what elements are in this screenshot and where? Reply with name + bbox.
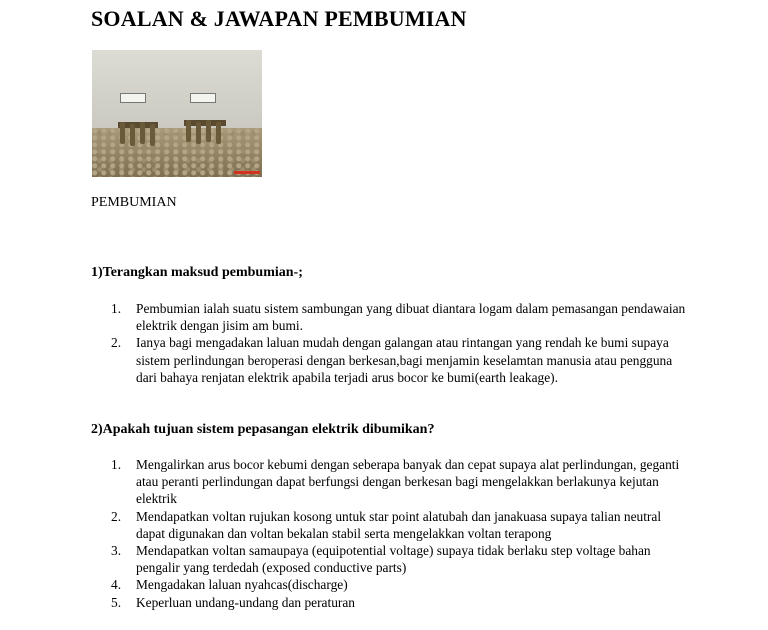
section-label: PEMBUMIAN	[91, 195, 177, 210]
question-2: 2)Apakah tujuan sistem pepasangan elektrik dibumikan?	[91, 422, 435, 437]
earthing-rods-photo-icon	[92, 50, 262, 177]
list-item: 4. Mengadakan laluan nyahcas(discharge)	[111, 577, 348, 593]
list-item: 3. Mendapatkan voltan samaupaya (equipotential voltage) supaya tidak berlaku step voltage bahan pengalir yang terdedah (exposed conductive parts)	[111, 543, 651, 576]
list-item: 2. Mendapatkan voltan rujukan kosong untuk star point alatubah dan janakuasa supaya talian neutral dapat digunakan dan voltan bekalan stabil serta mengelakkan voltan terapong	[111, 508, 662, 541]
list-item: 2. Ianya bagi mengadakan laluan mudah dengan galangan atau rintangan yang rendah ke bumi supaya sistem perlindungan beroperasi dengan berkesan,bagi menjamin keselamtan manusia atau pengguna dari bahaya renjatan elektrik apabila terjadi arus bocor ke bumi(earth leakage).	[111, 335, 673, 385]
list-item: 1. Pembumian ialah suatu sistem sambungan yang dibuat diantara logam dalam pemasangan pendawaian elektrik dengan jisim am bumi.	[111, 301, 686, 334]
page-title: SOALAN & JAWAPAN PEMBUMIAN	[91, 6, 467, 31]
list-item: 1. Mengalirkan arus bocor kebumi dengan seberapa banyak dan cepat supaya alat perlindungan, geganti atau peranti perlindungan dapat berfungsi dengan berkesan bagi mengelakkan berlakunya kejutan elektrik	[111, 457, 680, 507]
answer-list-1	[91, 300, 691, 386]
list-item: 5. Keperluan undang-undang dan peraturan	[111, 594, 355, 610]
answer-list-2	[91, 456, 691, 611]
question-1: 1)Terangkan maksud pembumian-;	[91, 265, 303, 280]
